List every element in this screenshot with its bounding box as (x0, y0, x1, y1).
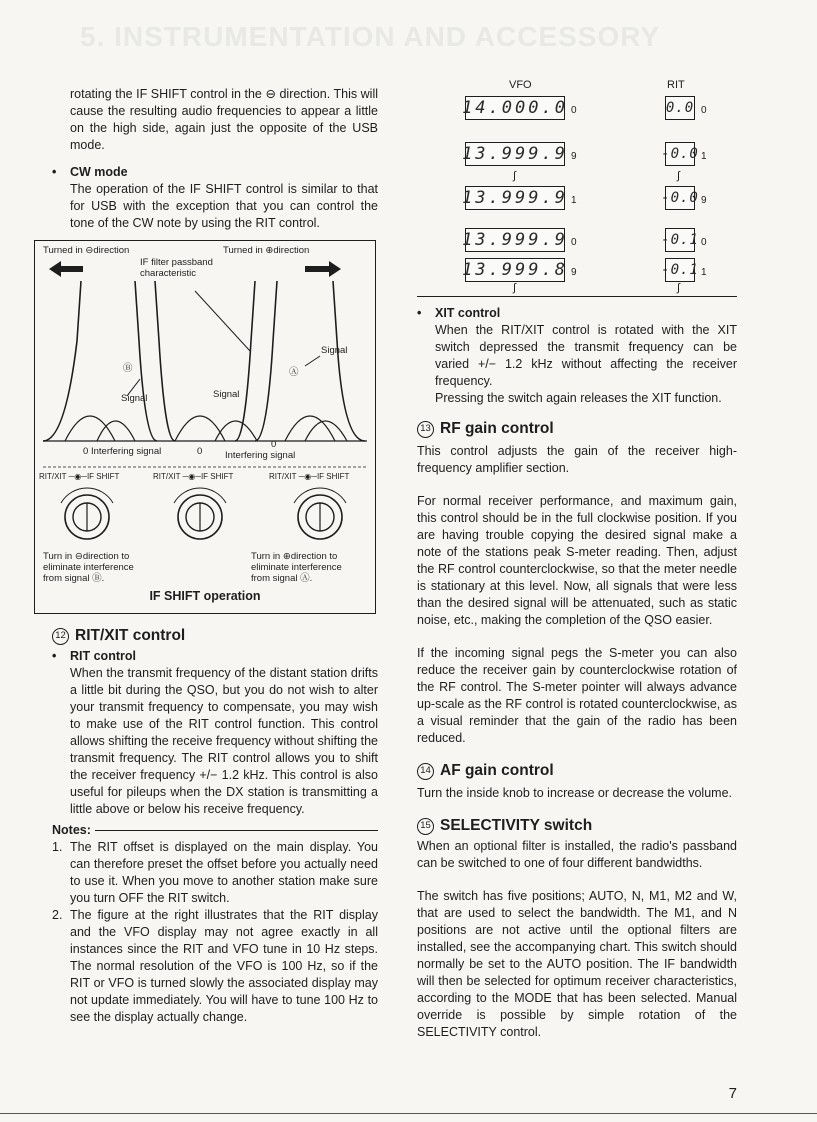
mark-a: Ⓐ (289, 367, 299, 378)
selectivity-p1: When an optional filter is installed, the radio's passband can be switched to one of four different bandwidths. (417, 839, 737, 870)
section-14-title: AF gain control (440, 762, 554, 779)
mark-b: Ⓑ (123, 363, 133, 374)
left-column (39, 80, 379, 1026)
zero-center: 0 (197, 446, 203, 457)
knob-label-3: RIT/XIT ─◉─IF SHIFT (269, 472, 350, 481)
interfering-label-1: Interfering signal (91, 446, 162, 457)
rf-gain-p1: This control adjusts the gain of the receiver high-frequency amplifier section. (417, 444, 737, 475)
vfo-hz-5: 9 (571, 267, 577, 278)
vfo-display-1: 14.000.0 (465, 96, 565, 120)
signal-label-3: Signal (321, 345, 348, 356)
page-number: 7 (728, 1085, 737, 1102)
section-13-number: 13 (417, 421, 434, 438)
intro-text-b: direction. This will cause the resulting audio frequencies to appear a little on the high side, again just the opposite of the USB mode. (70, 87, 379, 152)
rit-hz-3: 9 (701, 195, 707, 206)
rit-display-1: 0.0 (665, 96, 695, 120)
vfo-display-4: 13.999.9 (465, 228, 565, 252)
xit-text: When the RIT/XIT control is rotated with the XIT switch depressed the transmit frequency can be varied +/− 1.2 kHz without affecting the receiver frequency. (435, 323, 737, 388)
zero-left: 0 (83, 446, 89, 457)
rit-hz-2: 1 (701, 151, 707, 162)
bottom-rule (0, 1113, 817, 1114)
note-2-text: The figure at the right illustrates that the RIT display and the VFO display may not agree exactly in all instances since the RIT and VFO tune in 10 Hz steps. The normal resolution of the VFO is 100 Hz, so if the RIT or VFO is turned slowly the associated display may not update immediately. You will have to tune 100 Hz to see the display actually change. (70, 908, 378, 1024)
note-minus: Turn in ⊖direction to eliminate interference from signal Ⓑ. (43, 551, 134, 584)
interfering-label-2: Interfering signal (225, 450, 296, 461)
approx-1: ∫ (513, 170, 517, 182)
signal-label-1: Signal (121, 393, 148, 404)
note-1-number: 1. (52, 840, 63, 854)
xit-heading-text: XIT control (435, 306, 501, 320)
note-2 (52, 907, 378, 1026)
section-12-title: RIT/XIT control (75, 627, 186, 644)
section-15-title: SELECTIVITY switch (440, 817, 593, 834)
section-14-heading (417, 761, 737, 781)
signal-label-2: Signal (213, 389, 240, 400)
note-plus: Turn in ⊕direction to eliminate interference from signal Ⓐ. (251, 551, 342, 584)
rf-gain-p3: If the incoming signal pegs the S-meter you can also reduce the receiver gain by counterclockwise rotation of the RF control. The S-meter pointer will always advance up-scale as the RF control is rotated counterclockwise, as a visual reminder that the gain of the radio has been reduced. (417, 646, 737, 745)
rit-text: When the transmit frequency of the distant station drifts a little bit during the QSO, but you do not wish to alter your transmit frequency to compensate, you may wish to make use of the RIT control function. This control allows shifting the receive frequency without shifting the transmit frequency. The RIT control allows you to shift the receiver frequency +/− 1.2 kHz. This control is also useful for pileups when the DX station is transmitting a little above or below his receive frequency. (70, 666, 378, 816)
rf-gain-p2: For normal receiver performance, and maximum gain, this control should be in the full clockwise position. If you are having trouble copying the desired signal make a note of the stations peak S-meter reading. Then, adjust the RF control counterclockwise, so that the meter needle is stationary at this level. Now, all signals that were less than the desired signal will be attenuated, such as static noise, etc., making the completion of the QSO easier. (417, 494, 737, 627)
rit-display-2: -0.0 (665, 142, 695, 166)
approx-4: ∫ (677, 282, 681, 294)
right-column (417, 80, 737, 1041)
cw-heading: • CW mode (52, 165, 128, 179)
approx-3: ∫ (513, 282, 517, 294)
section-14-number: 14 (417, 763, 434, 780)
turned-plus-label: Turned in ⊕direction (223, 245, 310, 256)
section-15-heading (417, 816, 737, 836)
minus-symbol: ⊖ (265, 87, 276, 101)
rit-hz-1: 0 (701, 105, 707, 116)
vfo-hz-3: 1 (571, 195, 577, 206)
vfo-display-5: 13.999.8 (465, 258, 565, 282)
vfo-display-2: 13.999.9 (465, 142, 565, 166)
figure-caption: IF SHIFT operation (149, 589, 261, 603)
note-2-number: 2. (52, 908, 63, 922)
rit-hz-4: 0 (701, 237, 707, 248)
knob-left (61, 488, 113, 539)
section-13-title: RF gain control (440, 420, 554, 437)
section-13-heading (417, 419, 737, 439)
displays-divider (417, 296, 737, 297)
rit-hz-5: 1 (701, 267, 707, 278)
zero-right: 0 (271, 439, 277, 450)
turned-minus-label: Turned in ⊖direction (43, 245, 130, 256)
rit-vfo-display-figure (417, 79, 737, 294)
rit-heading: • RIT control (52, 649, 136, 663)
af-gain-text: Turn the inside knob to increase or decrease the volume. (417, 786, 732, 800)
selectivity-p2: The switch has five positions; AUTO, N, M1, M2 and W, that are used to select the bandwidth. The M1, and N positions are not active until the optional filters are installed, see the accompanying chart. This switch should normally be set to the AUTO position. The IF bandwidth will then be selected for optimum receiver characteristics, according to the MODE that has been selected. Manual override is possible by simple rotation of the SELECTIVITY control. (417, 889, 737, 1039)
rit-display-5: -0.1 (665, 258, 695, 282)
knob-label-2: RIT/XIT ─◉─IF SHIFT (153, 472, 234, 481)
cw-heading-text: CW mode (70, 165, 128, 179)
rit-display-3: -0.0 (665, 186, 695, 210)
intro-text-a: rotating the IF SHIFT control in the (70, 87, 262, 101)
rit-display-4: -0.1 (665, 228, 695, 252)
section-12-number: 12 (52, 628, 69, 645)
if-shift-figure (34, 240, 376, 614)
section-15-number: 15 (417, 818, 434, 835)
knob-right (294, 488, 346, 539)
vfo-hz-1: 0 (571, 105, 577, 116)
ghost-heading: 5. INSTRUMENTATION AND ACCESSORY (80, 21, 661, 52)
rit-heading-text: RIT control (70, 649, 136, 663)
notes-heading-text: Notes: (52, 823, 91, 837)
knob-label-1: RIT/XIT ─◉─IF SHIFT (39, 472, 120, 481)
knob-center (174, 488, 226, 539)
xit-text-2: Pressing the switch again releases the XIT function. (435, 391, 722, 405)
intro-paragraph (70, 86, 378, 154)
xit-heading: • XIT control (417, 306, 501, 320)
note-1 (52, 839, 378, 907)
vfo-label: VFO (509, 79, 532, 91)
notes-heading (52, 822, 378, 839)
passband-label: IF filter passband characteristic (140, 257, 213, 279)
cw-text: The operation of the IF SHIFT control is similar to that for USB with the exception that you can control the tone of the CW note by using the RIT control. (70, 182, 378, 230)
approx-2: ∫ (677, 170, 681, 182)
vfo-hz-2: 9 (571, 151, 577, 162)
section-12-heading (52, 626, 378, 646)
vfo-hz-4: 0 (571, 237, 577, 248)
rit-label: RIT (667, 79, 685, 91)
vfo-display-3: 13.999.9 (465, 186, 565, 210)
note-1-text: The RIT offset is displayed on the main display. You can therefore preset the offset before you actually need to use it. When you move to another station make sure you turn OFF the RIT switch. (70, 840, 378, 905)
